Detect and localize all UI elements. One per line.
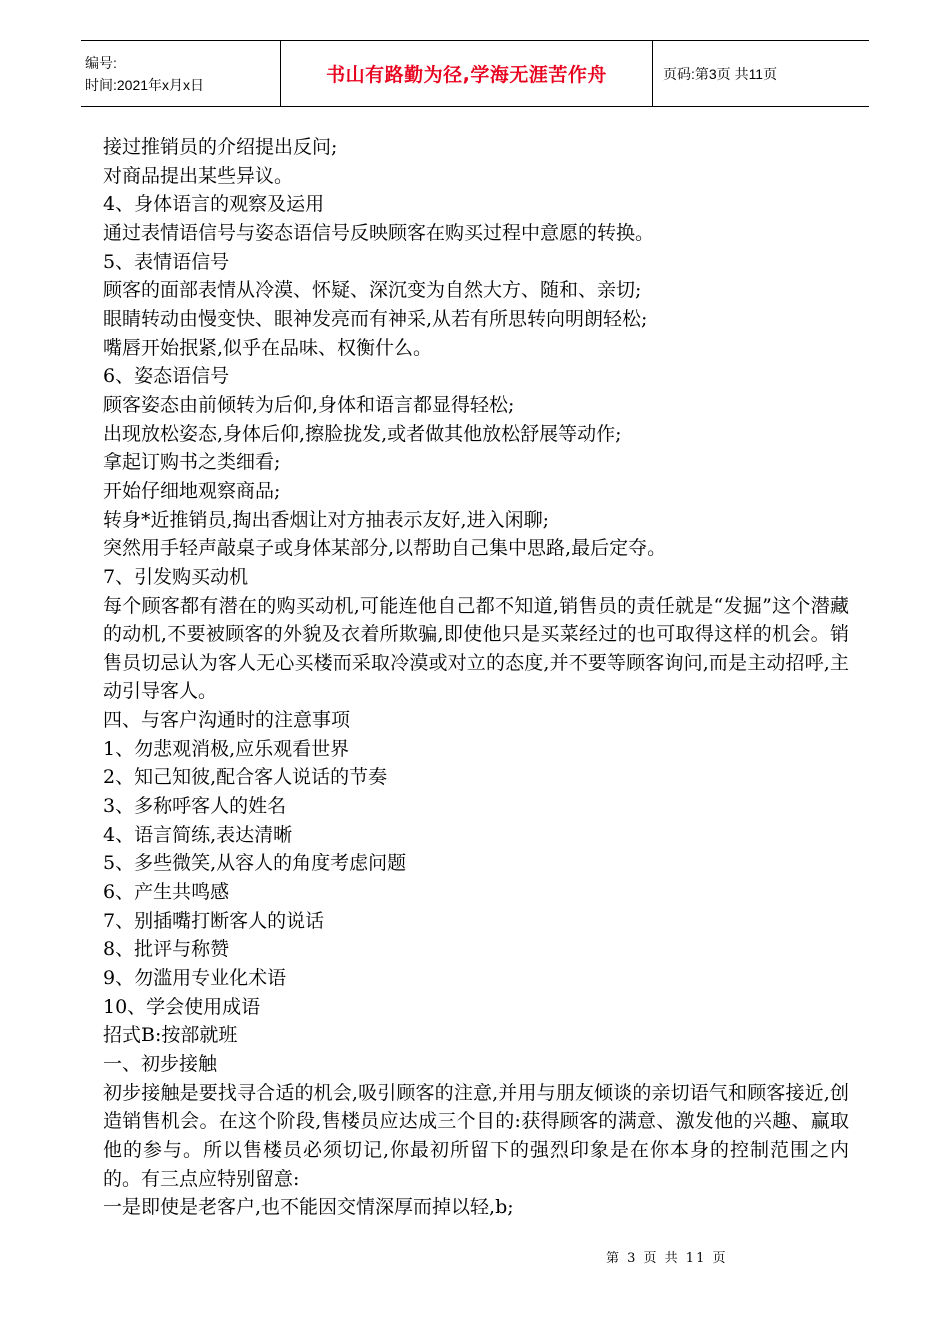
body-line: 突然用手轻声敲桌子或身体某部分,以帮助自己集中思路,最后定夺。: [103, 537, 667, 560]
list-item: 9、勿滥用专业化术语: [103, 967, 287, 990]
section-heading: 6、姿态语信号: [103, 365, 230, 388]
body-line: 对商品提出某些异议。: [103, 164, 294, 187]
paragraph-purchase-motive: 每个顾客都有潜在的购买动机,可能连他自己都不知道,销售员的责任就是“发掘”这个潜藏的动机,不要被顾客的外貌及衣着所欺骗,即使他只是买菜经过的也可取得这样的机会。销售员切忌认为客人无心买楼而采取冷漠或对立的态度,并不要等顾客询问,而是主动招呼,主动引导客人。: [103, 594, 849, 703]
body-line: 嘴唇开始抿紧,似乎在品味、权衡什么。: [103, 336, 433, 359]
list-item: 10、学会使用成语: [103, 995, 261, 1018]
serial-number-label: 编号:: [85, 54, 117, 71]
section-heading: 5、表情语信号: [103, 250, 230, 273]
page-header: [81, 40, 869, 107]
section-heading: 招式B:按部就班: [103, 1024, 238, 1047]
section-heading: 4、身体语言的观察及运用: [103, 193, 325, 216]
list-item: 8、批评与称赞: [103, 938, 230, 961]
header-motto-cell: [281, 41, 653, 106]
header-motto: 书山有路勤为径,学海无涯苦作舟: [326, 64, 607, 86]
list-item: 6、产生共鸣感: [103, 881, 230, 904]
list-item: 1、勿悲观消极,应乐观看世界: [103, 737, 350, 760]
section-heading: 7、引发购买动机: [103, 565, 249, 588]
body-line: 出现放松姿态,身体后仰,擦脸拢发,或者做其他放松舒展等动作;: [103, 422, 622, 445]
body-line: 一是即使是老客户,也不能因交情深厚而掉以轻,b;: [103, 1196, 514, 1219]
body-line: 顾客的面部表情从冷漠、怀疑、深沉变为自然大方、随和、亲切;: [103, 279, 642, 302]
body-line: 通过表情语信号与姿态语信号反映顾客在购买过程中意愿的转换。: [103, 221, 655, 244]
header-page-info: 页码:第3页 共11页: [663, 65, 778, 82]
list-item: 4、语言简练,表达清晰: [103, 823, 293, 846]
body-line: 开始仔细地观察商品;: [103, 479, 281, 502]
list-item: 5、多些微笑,从容人的角度考虑问题: [103, 852, 407, 875]
list-item: 7、别插嘴打断客人的说话: [103, 909, 325, 932]
document-body: [103, 133, 849, 1222]
body-line: 拿起订购书之类细看;: [103, 451, 281, 474]
page-footer: 第 3 页 共 11 页: [606, 1251, 728, 1266]
body-line: 转身*近推销员,掏出香烟让对方抽表示友好,进入闲聊;: [103, 508, 549, 531]
section-heading: 一、初步接触: [103, 1053, 218, 1075]
paragraph-initial-contact: 初步接触是要找寻合适的机会,吸引顾客的注意,并用与朋友倾谈的亲切语气和顾客接近,创造销售机会。在这个阶段,售楼员应达成三个目的:获得顾客的满意、激发他的兴趣、赢取他的参与。所以售楼员必须切记,你最初所留下的强烈印象是在你本身的控制范围之内的。有三点应特别留意:: [103, 1081, 849, 1190]
date-line: 时间:2021年x月x日: [85, 76, 205, 93]
body-line: 眼睛转动由慢变快、眼神发亮而有神采,从若有所思转向明朗轻松;: [103, 307, 648, 330]
body-line: 顾客姿态由前倾转为后仰,身体和语言都显得轻松;: [103, 393, 515, 416]
header-meta: [81, 41, 281, 106]
section-heading: 四、与客户沟通时的注意事项: [103, 709, 351, 732]
list-item: 3、多称呼客人的姓名: [103, 795, 287, 818]
body-line: 接过推销员的介绍提出反问;: [103, 136, 338, 158]
list-item: 2、知己知彼,配合客人说话的节奏: [103, 766, 388, 789]
header-page-info-cell: [653, 41, 869, 106]
